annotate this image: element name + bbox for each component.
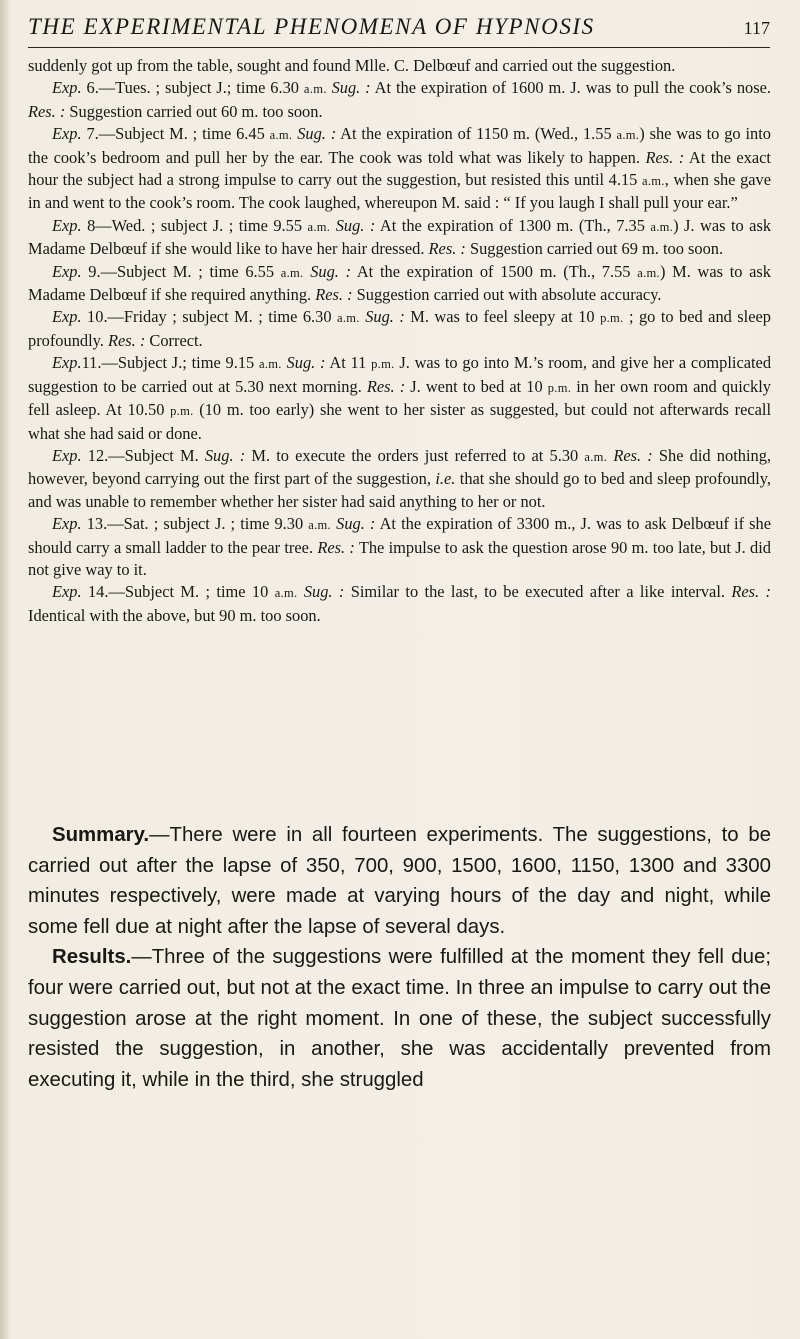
experiment-7: Exp. 7.—Subject M. ; time 6.45 a.m. Sug. : At the expiration of 1150 m. (Wed., 1.55 a.m.) she was to go into the cook’s bedroom and pull her by the ear. The cook was told what was likely to happen. Res. : At the exact hour the subject had a strong impulse to carry out the suggestion, but resisted this until 4.15 a.m., when she gave in and went to the cook’s room. The cook laughed, whereupon M. said : “ If you laugh I shall pull your ear.” xyxy=(28,124,772,213)
summary-section xyxy=(28,820,771,1095)
summary-heading: Summary. xyxy=(52,824,150,846)
experiments-text xyxy=(28,55,771,627)
experiment-6: Exp. 6.—Tues. ; subject J.; time 6.30 a.m. Sug. : At the expiration of 1600 m. J. was to pull the cook’s nose. Res. : Suggestion carried out 60 m. too soon. xyxy=(28,78,771,121)
page-number: 117 xyxy=(743,18,770,38)
page-gutter-shadow xyxy=(0,0,10,1339)
experiment-9: Exp. 9.—Subject M. ; time 6.55 a.m. Sug. : At the expiration of 1500 m. (Th., 7.55 a.m.) M. was to ask Madame Delbœuf if she required anything. Res. : Suggestion carried out with absolute accuracy. xyxy=(28,261,772,305)
experiment-8: Exp. 8—Wed. ; subject J. ; time 9.55 a.m. Sug. : At the expiration of 1300 m. (Th., 7.35 a.m.) J. was to ask Madame Delbœuf if she would like to have her hair dressed. Res. : Suggestion carried out 69 m. too soon. xyxy=(28,215,772,259)
results-heading: Results. xyxy=(52,946,132,969)
experiment-11: Exp.11.—Subject J.; time 9.15 a.m. Sug. : At 11 p.m. J. was to go into M.’s room, and give her a complicated suggestion to be carried out at 5.30 next morning. Res. : J. went to bed at 10 p.m. in her own room and quickly fell asleep. At 10.50 p.m. (10 m. too early) she went to her sister as suggested, but could not afterwards recall what she had said or done. xyxy=(28,353,772,443)
paragraph-continuation: suddenly got up from the table, sought and found Mlle. C. Delbœuf and carried out the suggestion. xyxy=(28,56,676,75)
header-rule xyxy=(28,47,770,48)
experiment-12: Exp. 12.—Subject M. Sug. : M. to execute the orders just referred to at 5.30 a.m. Res. : She did nothing, however, beyond carrying out the first part of the suggestion, i.e. that she should go to bed and sleep profoundly, and was unable to remember whether her sister had said anything to her or not. xyxy=(28,445,772,511)
header-title: THE EXPERIMENTAL PHENOMENA OF HYPNOSIS xyxy=(28,14,595,39)
experiment-13: Exp. 13.—Sat. ; subject J. ; time 9.30 a.m. Sug. : At the expiration of 3300 m., J. was to ask Delbœuf if she should carry a small ladder to the pear tree. Res. : The impulse to ask the question arose 90 m. too late, but J. did not give way to it. xyxy=(28,514,771,579)
experiment-10: Exp. 10.—Friday ; subject M. ; time 6.30 a.m. Sug. : M. was to feel sleepy at 10 p.m. ; go to bed and sleep profoundly. Res. : Correct. xyxy=(28,307,771,350)
experiment-14: Exp. 14.—Subject M. ; time 10 a.m. Sug. : Similar to the last, to be executed after a like interval. Res. : Identical with the above, but 90 m. too soon. xyxy=(28,582,771,625)
summary-paragraph: Summary.—There were in all fourteen experiments. The suggestions, to be carried out after the lapse of 350, 700, 900, 1500, 1600, 1150, 1300 and 3300 minutes respectively, were made at varying hours of the day and night, while some fell due at night after the lapse of several days. xyxy=(28,824,771,938)
results-paragraph: Results.—Three of the suggestions were fulfilled at the moment they fell due; four were carried out, but not at the exact time. In three an impulse to carry out the suggestion arose at the right moment. In one of these, the subject successfully resisted the suggestion, in another, she was accidentally prevented from executing it, while in the third, she struggled xyxy=(28,946,771,1091)
running-header xyxy=(28,14,770,40)
